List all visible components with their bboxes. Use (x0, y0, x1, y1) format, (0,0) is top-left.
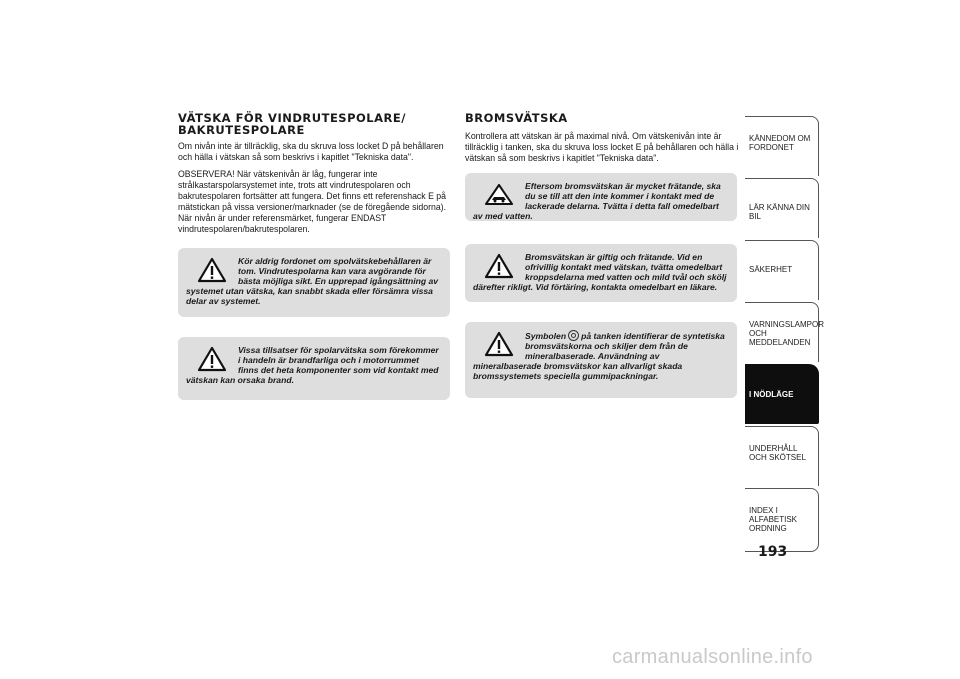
tab-i-nodlage[interactable]: I NÖDLÄGE (745, 364, 819, 424)
washer-fluid-paragraph-2: OBSERVERA! När vätskenivån är låg, fungerar inte strålkastarspolarsystemet inte, trots att vindrutespolaren och bakrutespolaren fortsätter att fungera. Det finns ett referenshack E på mätstickan på vissa versioner/marknader (se de föregående sidorna). När nivån är under referensmärket, fungerar ENDAST vindrutespolaren/bakrutespolaren. (178, 168, 447, 234)
brake-fluid-paragraph: Kontrollera att vätskan är på maximal nivå. Om vätskenivån inte är tillräcklig i tanken, ska du skruva loss locket E på behållaren och hälla i vätskan så som beskrivs i kapitlet "Tekniska data". (465, 130, 739, 163)
warning-triangle-icon (194, 257, 230, 283)
warning-text: Symbolen på tanken identifierar de syntetiska bromsvätskorna och skiljer dem från de mineralbaserade. Användning av mineralbaserade bromsvätskor kan allvarligt skada bromssystemets speciella gummipackningar. (473, 331, 725, 381)
page-number: 193 (758, 544, 788, 560)
right-column (465, 112, 741, 398)
tab-underhall-och-skotsel[interactable]: UNDERHÅLL OCH SKÖTSEL (745, 426, 819, 486)
tab-index[interactable]: INDEX I ALFABETISK ORDNING (745, 488, 819, 552)
tab-varningslampor[interactable]: VARNINGSLAMPOR OCH MEDDELANDEN (745, 302, 819, 362)
section-title-brake-fluid: BROMSVÄTSKA (465, 111, 568, 125)
car-paint-icon (481, 182, 517, 208)
warning-triangle-icon (481, 331, 517, 357)
tab-lar-kanna-din-bil[interactable]: LÄR KÄNNA DIN BIL (745, 178, 819, 238)
warning-triangle-icon (194, 346, 230, 372)
warning-box-empty-reservoir (178, 248, 450, 317)
tab-kannedom-om-fordonet[interactable]: KÄNNEDOM OM FORDONET (745, 116, 819, 176)
chapter-sidebar (745, 116, 824, 554)
note-box-corrosive-paint (465, 173, 737, 221)
left-column (178, 112, 450, 400)
section-title-washer-fluid: VÄTSKA FÖR VINDRUTESPOLARE/ BAKRUTESPOLARE (178, 111, 406, 137)
synthetic-brake-fluid-symbol-icon (568, 330, 579, 341)
tab-sakerhet[interactable]: SÄKERHET (745, 240, 819, 300)
note-text: Eftersom bromsvätskan är mycket frätande, ska du se till att den inte kommer i kontakt med de lackerade delarna. Tvätta i detta fall omedelbart av med vatten. (473, 181, 721, 221)
warning-text: Kör aldrig fordonet om spolvätskebehållaren är tom. Vindrutespolarna kan vara avgörande för bästa möjliga sikt. En upprepad igångsättning av systemet utan vätska, kan snabbt skada eller försämra vissa delar av systemet. (186, 256, 439, 306)
warning-text: Bromsvätskan är giftig och frätande. Vid en ofrivillig kontakt med vätskan, tvätta omedelbart kroppsdelarna med vatten och mild tvål och skölj därefter rikligt. Vid förtäring, kontakta omedelbart en läkare. (473, 252, 727, 292)
warning-text: Vissa tillsatser för spolarvätska som förekommer i handeln är brandfarliga och i motorrummet finns det heta komponenter som vid kontakt med vätskan kan orsaka brand. (186, 345, 439, 385)
washer-fluid-paragraph-1: Om nivån inte är tillräcklig, ska du skruva loss locket D på behållaren och hälla i vätskan så som beskrivs i kapitlet "Tekniska data". (178, 140, 444, 162)
warning-triangle-icon (481, 253, 517, 279)
warning-box-flammable-additives (178, 337, 450, 400)
warning-box-toxic-brake-fluid (465, 244, 737, 302)
warning-box-synthetic-symbol (465, 322, 737, 398)
watermark: carmanualsonline.info (612, 646, 813, 668)
